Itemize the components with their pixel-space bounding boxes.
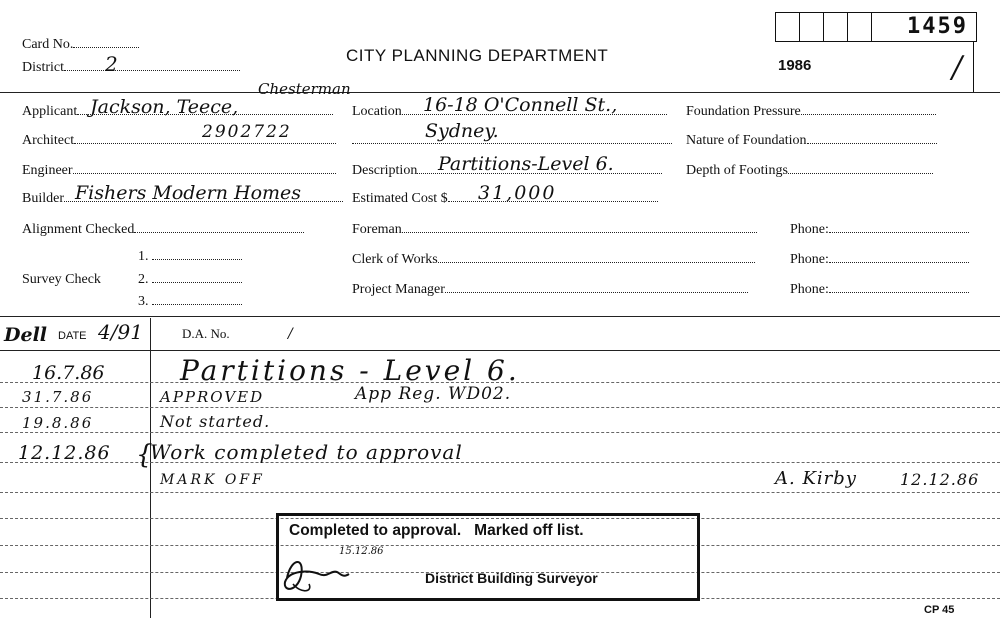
survey-check-label: Survey Check bbox=[22, 272, 101, 287]
entry-4-text: Work completed to approval bbox=[150, 440, 463, 464]
foundation-pressure-label: Foundation Pressure bbox=[686, 104, 936, 120]
entry-5-signature: A. Kirby bbox=[775, 468, 857, 489]
depth-footings-label: Depth of Footings bbox=[686, 163, 933, 179]
entry-3-date: 19.8.86 bbox=[22, 414, 94, 432]
entry-5-sign-date: 12.12.86 bbox=[900, 470, 980, 489]
applicant-extra: Chesterman bbox=[258, 80, 351, 98]
applicant-value: Jackson, Teece, bbox=[90, 96, 239, 118]
foreman-label: Foreman bbox=[352, 222, 757, 238]
entry-1-date: 16.7.86 bbox=[32, 362, 105, 384]
foreman-phone-label: Phone: bbox=[790, 222, 969, 238]
department-title: CITY PLANNING DEPARTMENT bbox=[346, 46, 609, 65]
header-divider bbox=[0, 92, 1000, 93]
clerk-phone-label: Phone: bbox=[790, 252, 969, 268]
stamp-line-1: Completed to approval. Marked off list. bbox=[289, 522, 584, 539]
description-label: Description bbox=[352, 163, 662, 179]
pm-label: Project Manager bbox=[352, 282, 748, 298]
year: 1986 bbox=[778, 57, 812, 74]
cost-value: 31,000 bbox=[478, 182, 557, 204]
entry-2-text: APPROVED bbox=[160, 388, 265, 406]
stamp-signature-scribble bbox=[279, 548, 389, 598]
builder-label: Builder bbox=[22, 191, 343, 207]
stamp-line-2: District Building Surveyor bbox=[425, 570, 598, 586]
entry-3-text: Not started. bbox=[160, 412, 271, 431]
fields-divider bbox=[0, 316, 1000, 317]
location-label: Location bbox=[352, 104, 667, 120]
card-number: 1459 bbox=[907, 14, 968, 39]
pm-phone-label: Phone: bbox=[790, 282, 969, 298]
card-no-label: Card No. bbox=[22, 37, 139, 53]
district-value: 2 bbox=[105, 52, 118, 76]
nature-foundation-label: Nature of Foundation bbox=[686, 133, 937, 149]
location-value: 16-18 O'Connell St., bbox=[423, 94, 618, 116]
location-value-2: Sydney. bbox=[425, 120, 499, 142]
date-label: DATE bbox=[58, 330, 87, 342]
survey-line-2: 2. bbox=[138, 272, 242, 288]
entry-brace: { bbox=[136, 440, 153, 470]
approval-stamp bbox=[276, 513, 700, 601]
entry-2-ref: App Reg. WD02. bbox=[355, 384, 512, 404]
description-value: Partitions-Level 6. bbox=[438, 153, 614, 175]
entry-1-text: Partitions - Level 6. bbox=[180, 354, 520, 387]
cost-label: Estimated Cost $ bbox=[352, 191, 658, 207]
card-number-boxes bbox=[775, 12, 975, 42]
alignment-label: Alignment Checked bbox=[22, 222, 304, 238]
entry-5-text: MARK OFF bbox=[160, 472, 265, 488]
da-no-value: / bbox=[288, 326, 293, 342]
date-value: 4/91 bbox=[98, 320, 143, 344]
architect-label: Architect bbox=[22, 133, 336, 149]
survey-line-3: 3. bbox=[138, 294, 242, 310]
engineer-label: Engineer bbox=[22, 163, 336, 179]
district-label: District bbox=[22, 60, 240, 76]
clerk-label: Clerk of Works bbox=[352, 252, 755, 268]
location-line-2 bbox=[352, 133, 672, 149]
corner-mark: Dell bbox=[4, 324, 48, 346]
survey-line-1: 1. bbox=[138, 249, 242, 265]
da-no-label: D.A. No. bbox=[182, 326, 230, 341]
file-mark: / bbox=[952, 50, 963, 85]
entry-4-date: 12.12.86 bbox=[18, 442, 111, 464]
applicant-label: Applicant bbox=[22, 104, 333, 120]
architect-value: 2902722 bbox=[202, 122, 292, 142]
form-code: CP 45 bbox=[924, 604, 955, 616]
builder-value: Fishers Modern Homes bbox=[75, 182, 302, 204]
stamp-sign-date: 15.12.86 bbox=[339, 546, 384, 557]
entry-2-date: 31.7.86 bbox=[22, 388, 94, 406]
